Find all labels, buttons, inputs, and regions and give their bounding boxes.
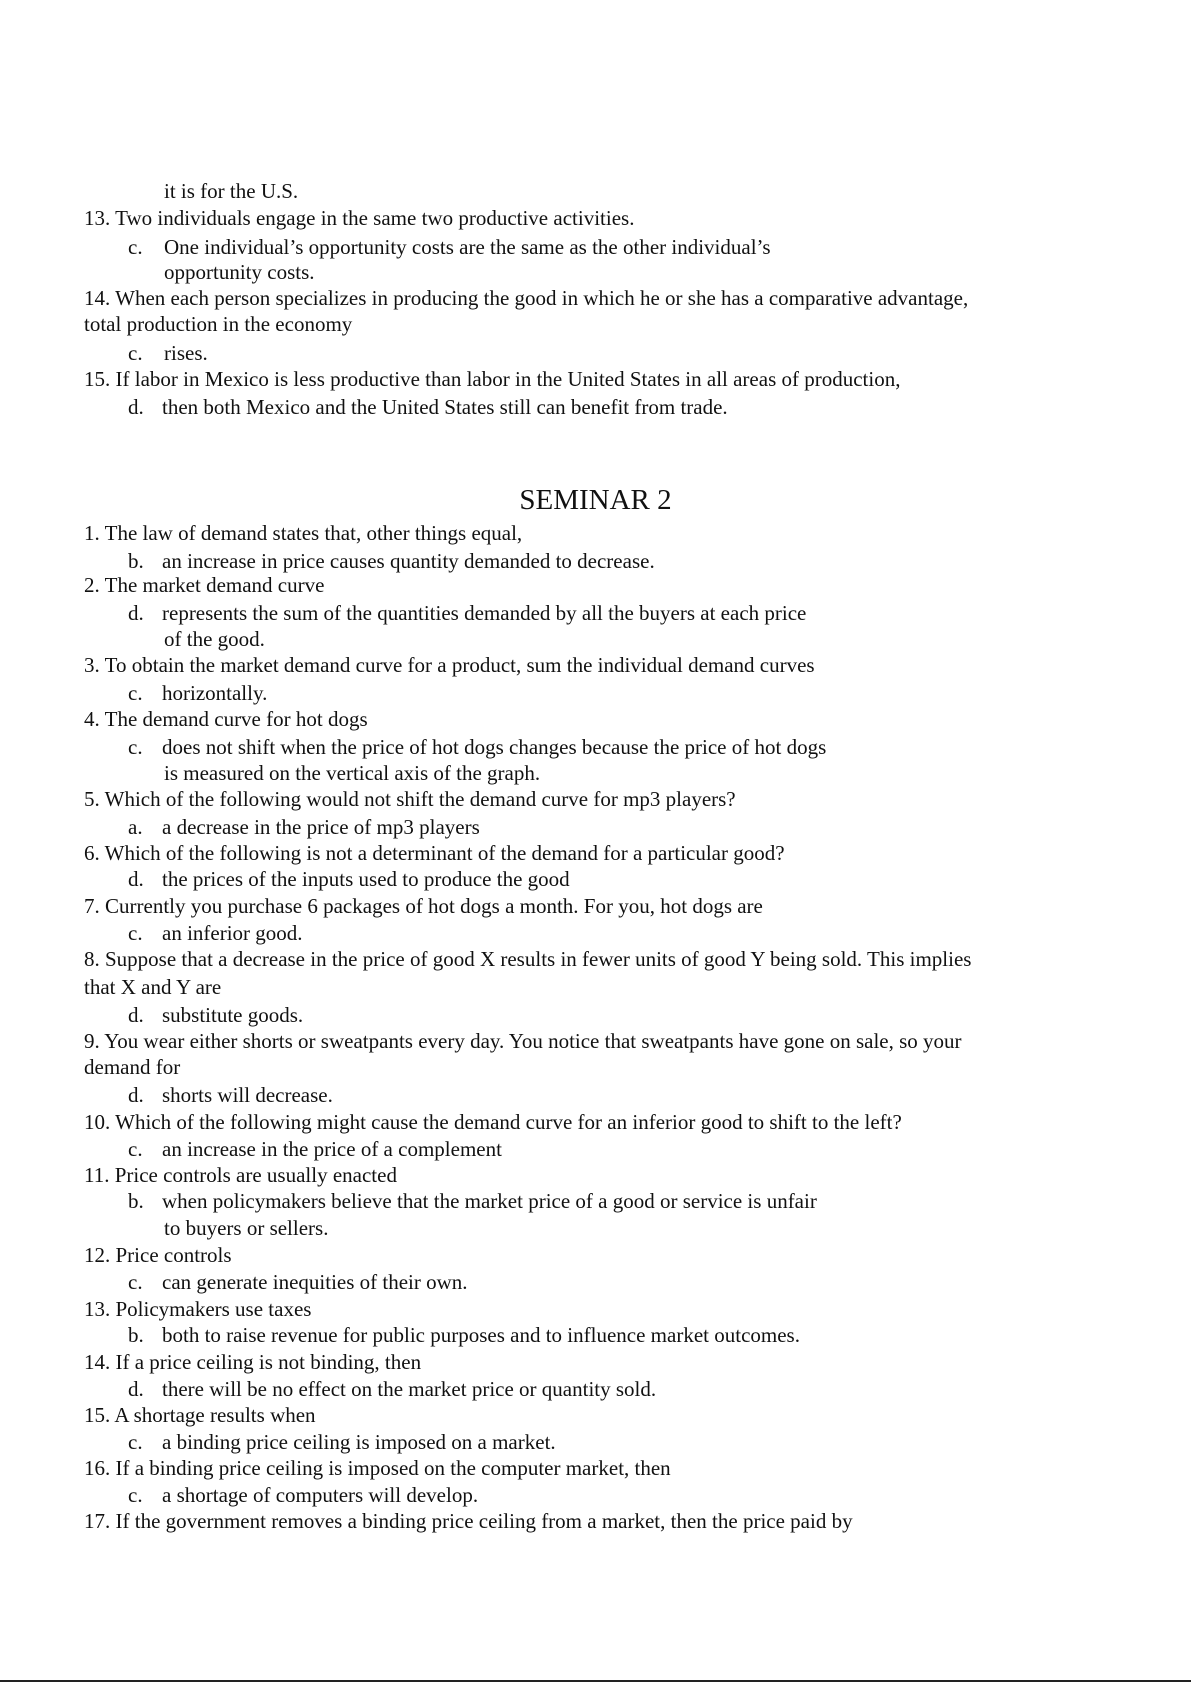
- answer-text: rises.: [164, 341, 208, 365]
- answer-text-cont: of the good.: [164, 627, 265, 651]
- answer-text: shorts will decrease.: [162, 1083, 333, 1107]
- section-title: SEMINAR 2: [519, 484, 672, 516]
- answer-letter: d.: [128, 1003, 144, 1027]
- question-item: 7. Currently you purchase 6 packages of hot dogs a month. For you, hot dogs are: [84, 894, 763, 918]
- question-14-cont: total production in the economy: [84, 312, 353, 336]
- question-item: 9. You wear either shorts or sweatpants every day. You notice that sweatpants have gone on sale, so your: [84, 1029, 962, 1053]
- answer-letter: d.: [128, 1083, 144, 1107]
- question-item: 2. The market demand curve: [84, 573, 325, 597]
- question-item: 14. If a price ceiling is not binding, then: [84, 1350, 422, 1374]
- answer-letter: c.: [128, 681, 143, 705]
- question-item: 5. Which of the following would not shift the demand curve for mp3 players?: [84, 787, 736, 811]
- answer-letter: c.: [128, 235, 143, 259]
- answer-text-cont: is measured on the vertical axis of the graph.: [164, 761, 541, 785]
- question-item: 15. A shortage results when: [84, 1403, 316, 1427]
- answer-text: horizontally.: [162, 681, 268, 705]
- answer-text: an increase in price causes quantity demanded to decrease.: [162, 549, 655, 573]
- answer-letter: b.: [128, 549, 144, 573]
- question-item: 1. The law of demand states that, other things equal,: [84, 521, 523, 545]
- answer-text-cont: to buyers or sellers.: [164, 1216, 329, 1240]
- answer-text: when policymakers believe that the market price of a good or service is unfair: [162, 1189, 817, 1213]
- answer-letter: b.: [128, 1323, 144, 1347]
- answer-letter: a.: [128, 815, 143, 839]
- answer-text: substitute goods.: [162, 1003, 304, 1027]
- answer-letter: c.: [128, 921, 143, 945]
- answer-text: both to raise revenue for public purposes and to influence market outcomes.: [162, 1323, 800, 1347]
- question-item: 4. The demand curve for hot dogs: [84, 707, 368, 731]
- question-13: 13. Two individuals engage in the same two productive activities.: [84, 206, 635, 230]
- question-item-cont: that X and Y are: [84, 975, 222, 999]
- answer-text: the prices of the inputs used to produce the good: [162, 867, 570, 891]
- question-item: 13. Policymakers use taxes: [84, 1297, 312, 1321]
- answer-text: a decrease in the price of mp3 players: [162, 815, 480, 839]
- answer-text: an inferior good.: [162, 921, 303, 945]
- question-item: 17. If the government removes a binding price ceiling from a market, then the price paid by: [84, 1509, 853, 1533]
- answer-text: a shortage of computers will develop.: [162, 1483, 479, 1507]
- question-15: 15. If labor in Mexico is less productive than labor in the United States in all areas of production,: [84, 367, 901, 391]
- answer-text: an increase in the price of a complement: [162, 1137, 502, 1161]
- answer-letter: c.: [128, 1137, 143, 1161]
- answer-text: does not shift when the price of hot dogs changes because the price of hot dogs: [162, 735, 827, 759]
- answer-letter: c.: [128, 341, 143, 365]
- question-item: 12. Price controls: [84, 1243, 232, 1267]
- answer-text: opportunity costs.: [164, 260, 315, 284]
- answer-letter: d.: [128, 867, 144, 891]
- question-item: 6. Which of the following is not a determinant of the demand for a particular good?: [84, 841, 785, 865]
- question-item: 3. To obtain the market demand curve for a product, sum the individual demand curves: [84, 653, 815, 677]
- answer-letter: c.: [128, 1430, 143, 1454]
- question-item: 10. Which of the following might cause the demand curve for an inferior good to shift to the left?: [84, 1110, 902, 1134]
- answer-text: then both Mexico and the United States still can benefit from trade.: [162, 395, 728, 419]
- continuation-line: it is for the U.S.: [164, 179, 299, 203]
- answer-text: can generate inequities of their own.: [162, 1270, 468, 1294]
- answer-letter: b.: [128, 1189, 144, 1213]
- question-item: 8. Suppose that a decrease in the price of good X results in fewer units of good Y being sold. This implies: [84, 947, 972, 971]
- answer-letter: c.: [128, 1270, 143, 1294]
- question-item: 16. If a binding price ceiling is imposed on the computer market, then: [84, 1456, 671, 1480]
- answer-letter: c.: [128, 1483, 143, 1507]
- answer-letter: c.: [128, 735, 143, 759]
- question-14: 14. When each person specializes in producing the good in which he or she has a comparative advantage,: [84, 286, 969, 310]
- page-divider: [0, 1680, 1191, 1682]
- answer-text: represents the sum of the quantities demanded by all the buyers at each price: [162, 601, 807, 625]
- answer-letter: d.: [128, 1377, 144, 1401]
- answer-text: there will be no effect on the market price or quantity sold.: [162, 1377, 657, 1401]
- answer-letter: d.: [128, 601, 144, 625]
- question-item-cont: demand for: [84, 1055, 181, 1079]
- answer-text: a binding price ceiling is imposed on a market.: [162, 1430, 556, 1454]
- question-item: 11. Price controls are usually enacted: [84, 1163, 397, 1187]
- answer-text: One individual’s opportunity costs are the same as the other individual’s: [164, 235, 771, 259]
- answer-letter: d.: [128, 395, 144, 419]
